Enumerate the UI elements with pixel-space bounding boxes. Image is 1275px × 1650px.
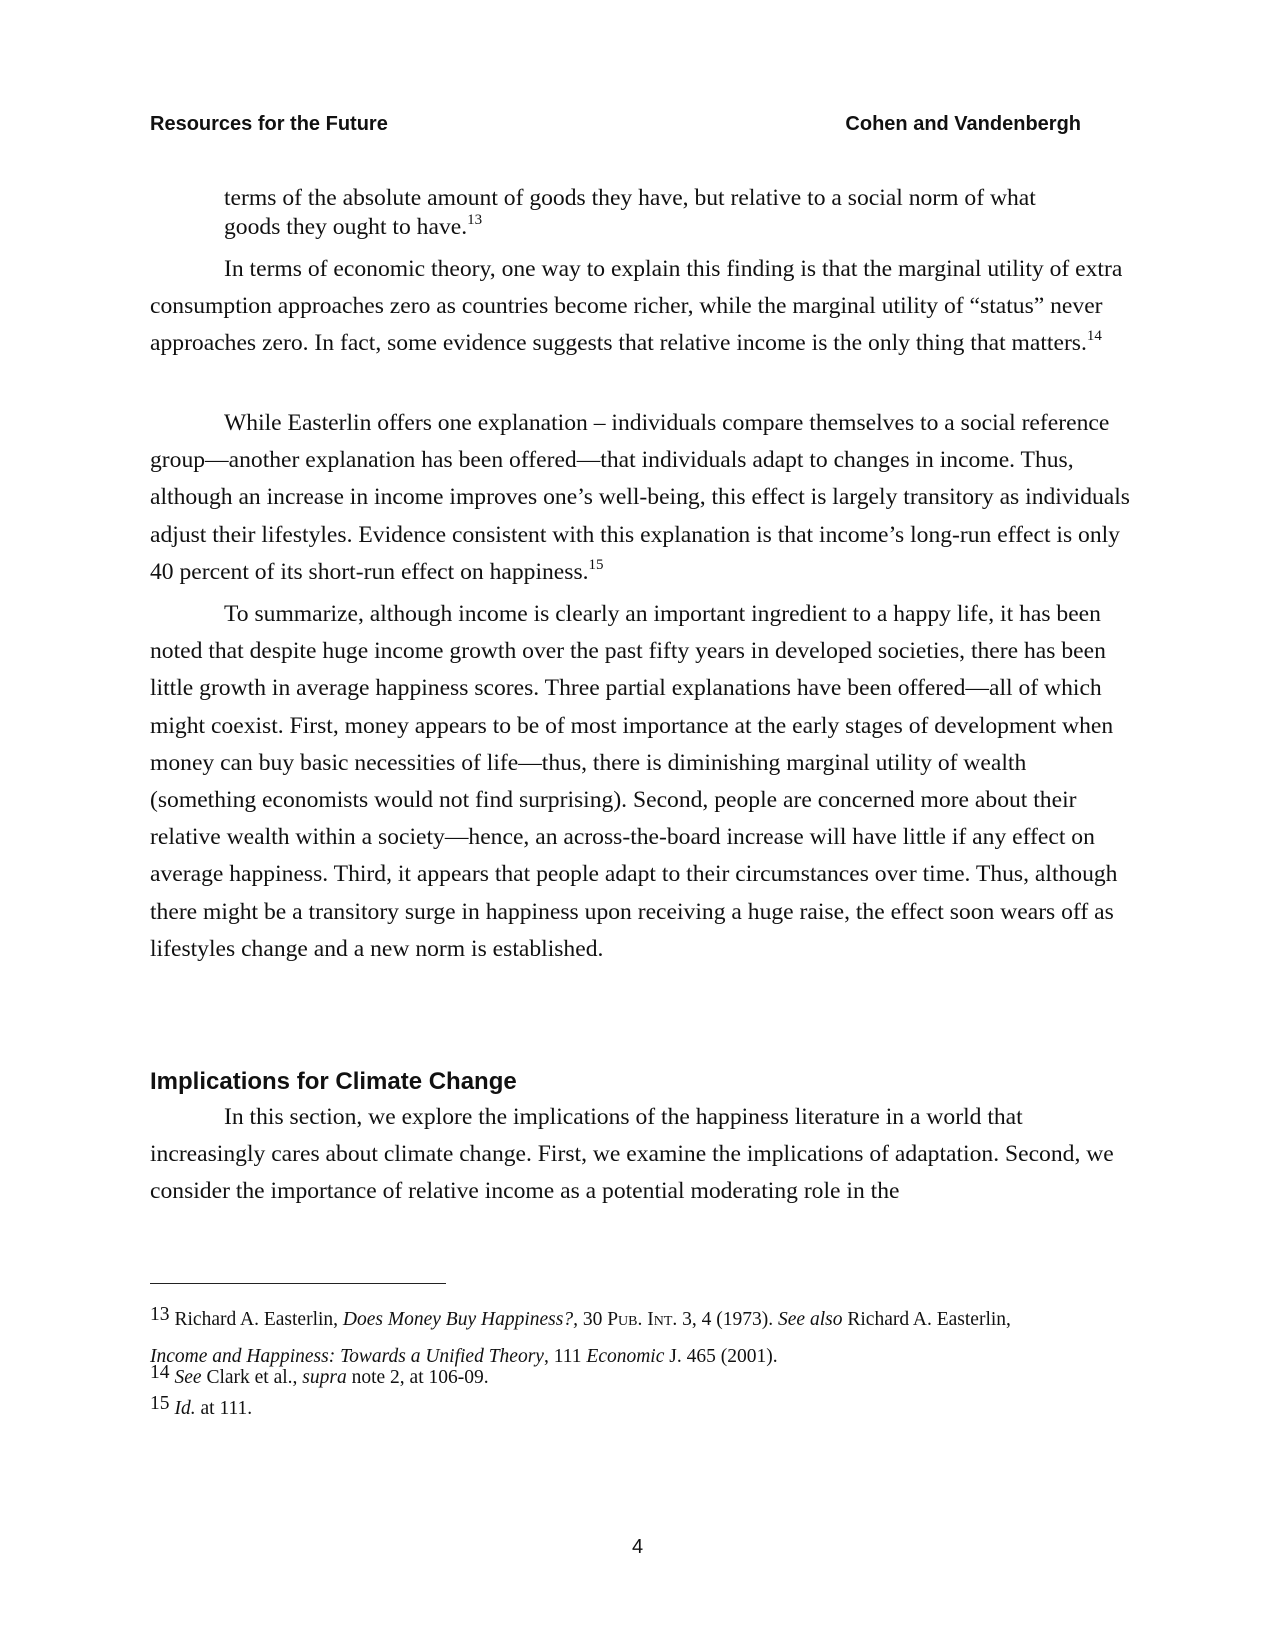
footnote-text: Clark et al., — [206, 1367, 298, 1388]
paragraph-1 — [150, 251, 1130, 363]
header-right: Cohen and Vandenbergh — [845, 113, 1081, 135]
footnote-volume: , 111 — [543, 1346, 582, 1367]
block-quote-text: terms of the absolute amount of goods they have, but relative to a social norm of what goods they ought to have. — [224, 185, 1036, 240]
section-paragraph — [150, 1099, 1130, 1211]
footnote-ref-14[interactable]: 14 — [1086, 328, 1102, 345]
paragraph-text: To summarize, although income is clearly an important ingredient to a happy life, it has been noted that despite huge income growth over the past fifty years in developed societies, there has been little growth in average happiness scores. Three partial explanations have been offered—all of which might coexist. First, money appears to be of most importance at the early stages of development when money can buy basic necessities of life—thus, there is diminishing marginal utility of wealth (something economists would not find surprising). Second, people are concerned more about their relative wealth within a society—hence, an across-the-board increase will have little if any effect on average happiness. Third, it appears that people adapt to their circumstances over time. Thus, although there might be a transitory surge in happiness upon receiving a huge raise, the effect soon wears off as lifestyles change and a new norm is established. — [150, 601, 1118, 962]
footnote-journal: Economic — [586, 1346, 665, 1367]
footnote-journal: Pub. Int. — [607, 1309, 678, 1330]
block-quote — [224, 184, 1084, 242]
paragraph-text: In terms of economic theory, one way to explain this finding is that the marginal utility of extra consumption approaches zero as countries become richer, while the marginal utility of “status” never approaches zero. In fact, some evidence suggests that relative income is the only thing that matters. — [150, 256, 1123, 357]
footnote-divider — [150, 1283, 446, 1284]
paragraph-text: In this section, we explore the implications of the happiness literature in a world that increasingly cares about climate change. First, we examine the implications of adaptation. Second, we consider the importance of relative income as a potential moderating role in the — [150, 1104, 1114, 1205]
footnote-13 — [150, 1301, 1130, 1375]
footnote-title: Does Money Buy Happiness?, — [342, 1309, 578, 1330]
paragraph-text: While Easterlin offers one explanation – individuals compare themselves to a social reference group—another explanation has been offered—that individuals adapt to changes in income. Thus, although an increase in income improves one’s well-being, this effect is largely transitory as individuals adjust their lifestyles. Evidence consistent with this explanation is that income’s long-run effect is only 40 percent of its short-run effect on happiness. — [150, 410, 1130, 585]
footnote-pages: 3, 4 (1973). — [682, 1309, 774, 1330]
footnote-ref-13[interactable]: 13 — [467, 212, 483, 228]
footnote-text: at 111. — [200, 1398, 253, 1419]
footnote-author: Richard A. Easterlin, — [847, 1309, 1011, 1330]
footnote-author: Richard A. Easterlin, — [174, 1309, 339, 1330]
footnote-pages: J. 465 (2001). — [669, 1346, 778, 1367]
header-left: Resources for the Future — [150, 113, 388, 135]
paragraph-3 — [150, 596, 1130, 968]
section-heading: Implications for Climate Change — [150, 1068, 517, 1095]
footnote-ref-15[interactable]: 15 — [588, 556, 604, 573]
footnote-volume: 30 — [582, 1309, 603, 1330]
footnote-signal: See also — [778, 1309, 843, 1330]
footnote-number: 14 — [150, 1362, 170, 1383]
footnote-text: note 2, at 106-09. — [351, 1367, 489, 1388]
paragraph-2 — [150, 405, 1130, 591]
page-number: 4 — [631, 1536, 644, 1558]
footnote-number: 15 — [150, 1393, 170, 1414]
footnote-supra: supra — [302, 1367, 347, 1388]
footnote-15 — [150, 1393, 1130, 1422]
footnote-id: Id. — [174, 1398, 196, 1419]
footnote-title: Income and Happiness: Towards a Unified Theory — [150, 1346, 544, 1367]
footnote-signal: See — [174, 1367, 202, 1388]
running-header — [150, 113, 1081, 136]
footnote-number: 13 — [150, 1304, 170, 1325]
footnote-14 — [150, 1362, 1130, 1391]
